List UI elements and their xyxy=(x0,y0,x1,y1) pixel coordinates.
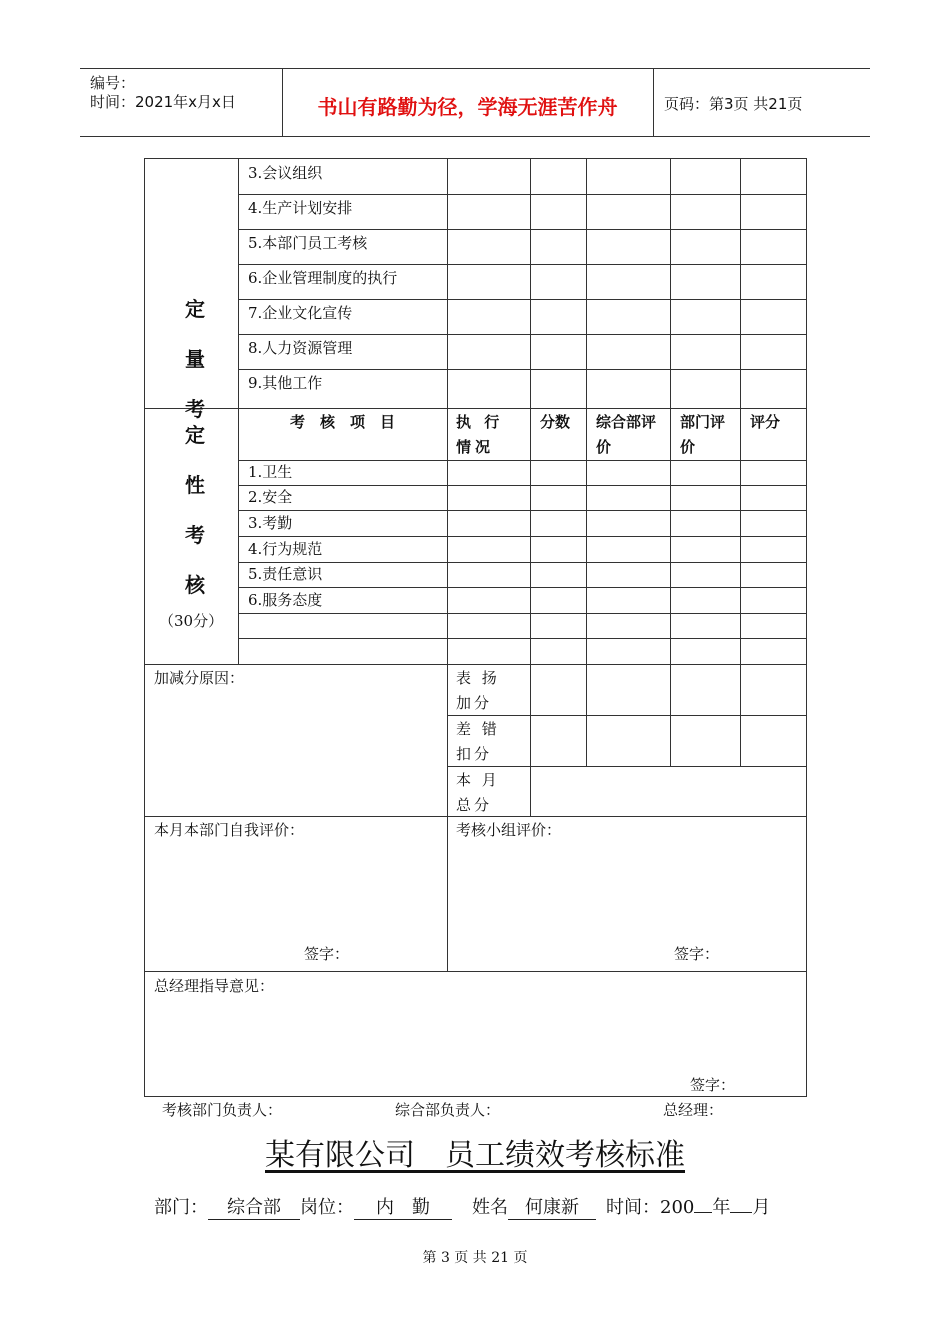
grid-line xyxy=(145,408,807,409)
grid-line xyxy=(238,587,807,588)
evaluation-table xyxy=(144,158,807,1097)
grid-line xyxy=(740,159,741,766)
name-label: 姓名 xyxy=(472,1197,508,1218)
grid-line xyxy=(238,510,807,511)
dept-head-label: 考核部门负责人： xyxy=(162,1101,283,1119)
qual-item: 3.考勤 xyxy=(248,514,293,532)
year-unit: 年 xyxy=(712,1197,731,1218)
qual-item: 2.安全 xyxy=(248,488,293,506)
qual-item: 4.行为规范 xyxy=(248,540,323,558)
year-value: 200 xyxy=(660,1197,695,1218)
quant-item: 6.企业管理制度的执行 xyxy=(248,269,398,287)
document-title-text: 某有限公司 员工绩效考核标准 xyxy=(265,1138,685,1173)
grid-line xyxy=(670,159,671,766)
group-eval-sign: 签字： xyxy=(674,945,720,963)
grid-line xyxy=(145,971,807,972)
time-label: 时间： xyxy=(606,1197,660,1218)
grid-line xyxy=(238,194,807,195)
quant-section-char: 量 xyxy=(185,347,205,371)
month-unit: 月 xyxy=(752,1197,771,1218)
gm-label: 总经理： xyxy=(663,1101,724,1119)
post-label: 岗位： xyxy=(300,1197,354,1218)
page-indicator: 页码：第3页 共21页 xyxy=(664,95,803,113)
month-blank xyxy=(730,1212,752,1213)
quant-item: 5.本部门员工考核 xyxy=(248,234,368,252)
qual-item: 1.卫生 xyxy=(248,463,293,481)
gm-sign: 签字： xyxy=(690,1076,736,1094)
grid-line xyxy=(238,369,807,370)
grid-line xyxy=(145,664,807,665)
grid-line xyxy=(586,159,587,766)
dept-label: 部门： xyxy=(154,1197,208,1218)
grid-line xyxy=(238,485,807,486)
header-bottom-rule xyxy=(80,136,870,137)
dept-value: 综合部 xyxy=(208,1193,300,1220)
self-eval-label: 本月本部门自我评价： xyxy=(154,821,305,839)
adjust-reason-label: 加减分原因： xyxy=(154,669,245,687)
col-header-rating: 评分 xyxy=(750,413,781,431)
quant-item: 7.企业文化宣传 xyxy=(248,304,353,322)
bonus-label: 表 扬 加分 xyxy=(456,669,500,712)
grid-line xyxy=(447,159,448,971)
grid-line xyxy=(238,536,807,537)
qual-section-char: 考 xyxy=(185,523,205,547)
name-value: 何康新 xyxy=(508,1193,596,1220)
qual-item: 5.责任意识 xyxy=(248,565,323,583)
quant-item: 3.会议组织 xyxy=(248,164,323,182)
gm-opinion-label: 总经理指导意见： xyxy=(154,977,275,995)
col-header-dept-eval: 综合部评价 xyxy=(596,413,657,456)
penalty-label: 差 错 扣分 xyxy=(456,720,500,763)
post-value: 内 勤 xyxy=(354,1193,452,1220)
qual-section-char: 定 xyxy=(185,423,205,447)
quant-item: 8.人力资源管理 xyxy=(248,339,353,357)
col-header-exec: 执 行 情况 xyxy=(456,413,504,456)
serial-label: 编号： xyxy=(90,74,136,92)
qual-item: 6.服务态度 xyxy=(248,591,323,609)
motto: 书山有路勤为径，学海无涯苦作舟 xyxy=(317,95,618,119)
document-title xyxy=(0,1130,950,1174)
self-eval-sign: 签字： xyxy=(304,945,350,963)
date-label: 时间：2021年x月x日 xyxy=(90,93,236,111)
quant-section-char: 考 xyxy=(185,397,205,421)
page-footer: 第 3 页 共 21 页 xyxy=(422,1250,528,1266)
grid-line xyxy=(238,562,807,563)
col-header-unit-eval: 部门评价 xyxy=(680,413,726,456)
grid-line xyxy=(238,229,807,230)
employee-info xyxy=(154,1193,770,1220)
quant-item: 4.生产计划安排 xyxy=(248,199,353,217)
qual-section-char: 核 xyxy=(185,573,205,597)
col-header-item: 考 核 项 目 xyxy=(289,413,395,431)
quant-item: 9.其他工作 xyxy=(248,374,323,392)
total-label: 本 月 总分 xyxy=(456,771,500,814)
quant-section-char: 定 xyxy=(185,297,205,321)
grid-line xyxy=(238,334,807,335)
general-head-label: 综合部负责人： xyxy=(395,1101,501,1119)
grid-line xyxy=(238,638,807,639)
grid-line xyxy=(238,264,807,265)
group-eval-label: 考核小组评价： xyxy=(456,821,562,839)
grid-line xyxy=(530,159,531,816)
year-blank xyxy=(694,1212,712,1213)
header-top-rule xyxy=(80,68,870,69)
grid-line xyxy=(238,613,807,614)
header-divider xyxy=(653,68,654,136)
qual-section-score: （30分） xyxy=(159,612,224,630)
grid-line xyxy=(238,299,807,300)
qual-section-char: 性 xyxy=(185,473,205,497)
col-header-score: 分数 xyxy=(540,413,571,431)
grid-line xyxy=(238,460,807,461)
